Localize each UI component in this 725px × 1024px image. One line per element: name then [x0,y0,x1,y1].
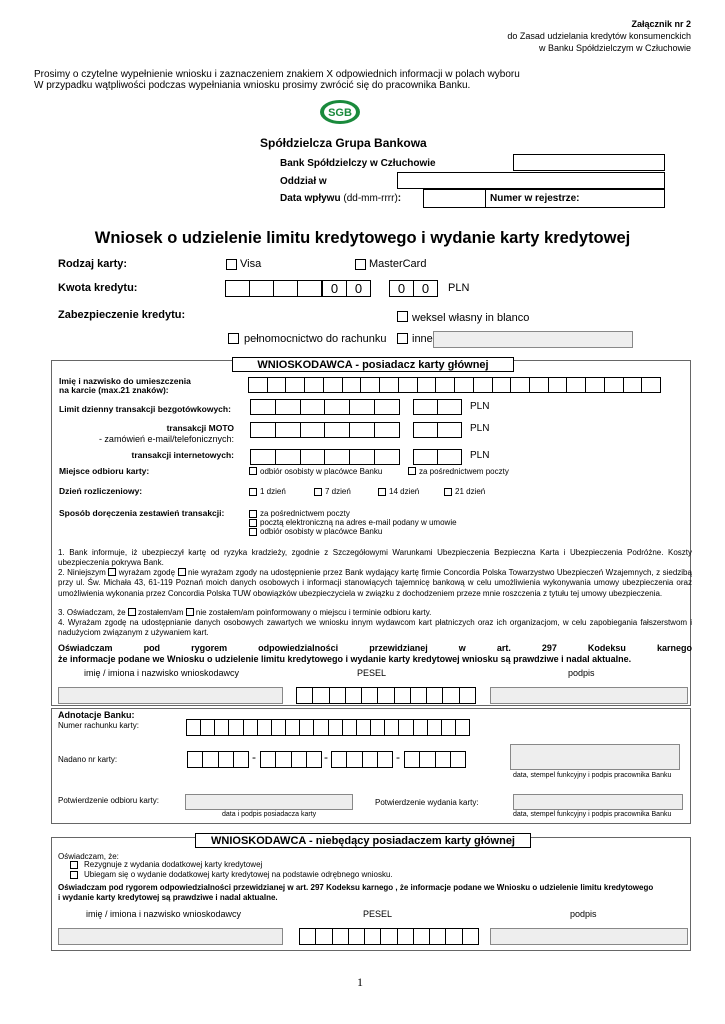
security-other-checkbox[interactable] [397,333,408,344]
day-7-checkbox[interactable] [314,488,322,496]
second-declaration-line1: Oświadczam pod rygorem odpowiedzialności przewidzianej w art. 297 Kodeksu karnego , że informacje podane we Wniosku o udzielenie limitu kredytowego [58,883,654,892]
security-promissory-checkbox[interactable] [397,311,408,322]
bank-group-name: Spółdzielcza Grupa Bankowa [260,136,427,150]
bank-name-field[interactable] [513,154,665,171]
bank-stamp-field-2[interactable] [513,794,683,810]
apply-additional-card-label: Ubiegam się o wydanie dodatkowej karty kredytowej na podstawie odrębnego wniosku. [84,870,393,879]
bank-name: Bank Spółdzielczy w Człuchowie [280,158,436,169]
card-number-dash-1: - [252,750,256,764]
security-power-of-attorney-label: pełnomocnictwo do rachunku [244,333,387,345]
amount-cells-2[interactable]: 0 0 [322,280,371,297]
sig-name-label: imię / imiona i nazwisko wnioskodawcy [84,668,240,678]
day-14-label: 14 dzień [389,487,420,496]
second-applicant-signature-field[interactable] [490,928,688,945]
second-applicant-pesel-cells[interactable] [299,928,479,945]
note-3: 3. Oświadczam, że zostałem/am nie zostałem/am poinformowany o miejscu i terminie odbioru karty. [58,608,432,617]
security-power-of-attorney-checkbox[interactable] [228,333,239,344]
second-sig-sign-label: podpis [570,909,597,919]
delivery-email-checkbox[interactable] [249,519,257,527]
note-2: 2. Niniejszym wyrażam zgodę nie wyrażam zgody na udostępnienie przez Bank wydający kartę firmie Concordia Polska Towarzystwo Ubezpieczeń Wzajemnych, z siedzibą przy ul. Św. Michała 43, 61-119 Poznań moich danych osobowych i informacji stanowiących tajemnicę bankową w celu umożliwienia wykonywania umowy ubezpieczenia oraz umożliwienia wykonania przez Concordia Polska TUW obowiązków ubezpieczyciela w związku z dochodzeniem przeze mnie roszczenia z tytułu tej umowy ubezpieczenia. [58,568,692,598]
second-applicant-name-field[interactable] [58,928,283,945]
intro-line2: W przypadku wątpliwości podczas wypełniania wniosku prosimy zwrócić się do pracownika Banku. [34,80,471,91]
delivery-post-label: za pośrednictwem poczty [260,509,350,518]
delivery-branch-checkbox[interactable] [249,528,257,536]
day-1-checkbox[interactable] [249,488,257,496]
delivery-email-label: pocztą elektroniczną na adres e-mail podany w umowie [260,518,457,527]
branch-label: Oddział w [280,176,327,187]
pickup-post-label: za pośrednictwem poczty [419,467,509,476]
delivery-post-checkbox[interactable] [249,510,257,518]
settlement-day-label: Dzień rozliczeniowy: [59,486,143,496]
sig-sign-label: podpis [568,668,595,678]
form-title: Wniosek o udzielenie limitu kredytowego i wydanie karty kredytowej [94,229,631,247]
card-number-cells-3[interactable] [331,751,393,768]
second-sig-pesel-label: PESEL [363,909,393,919]
pickup-branch-label: odbiór osobisty w placówce Banku [260,467,383,476]
pickup-post-checkbox[interactable] [408,467,416,475]
account-number-cells[interactable] [186,719,470,736]
holder-signature-caption: data i podpis posiadacza karty [222,811,317,818]
consent-yes-checkbox[interactable] [108,568,116,576]
consent-no-checkbox[interactable] [178,568,186,576]
amount-cells-1[interactable] [225,280,322,297]
card-number-dash-2: - [324,750,328,764]
note-1: 1. Bank informuje, iż ubezpieczył kartę od ryzyka kradzieży, zgodnie z Szczegółowymi Warunkami Ubezpieczenia Bezpieczna Karta i Ubezpieczenia Podróżne. Koszty ubezpieczenia pokrywa Bank. [58,548,692,568]
visa-checkbox[interactable] [226,259,237,270]
moto-cells-1[interactable] [250,422,400,438]
receipt-label: Potwierdzenie odbioru karty: [58,796,159,805]
issue-label: Potwierdzenie wydania karty: [375,798,479,807]
account-number-label: Numer rachunku karty: [58,721,139,730]
internet-label: transakcji internetowych: [131,450,234,460]
mastercard-label: MasterCard [369,258,427,270]
attachment-line2: w Banku Spółdzielczym w Człuchowie [538,43,691,53]
page-number: 1 [357,975,363,989]
pickup-label: Miejsce odbioru karty: [59,466,150,476]
limit-currency: PLN [470,401,490,412]
second-declare-label: Oświadczam, że: [58,852,119,861]
register-number-label: Numer w rejestrze: [490,193,580,204]
security-other-field[interactable] [433,331,633,348]
applicant-name-field[interactable] [58,687,283,704]
amount-currency: PLN [448,282,470,294]
branch-field[interactable] [397,172,665,189]
moto-cells-2[interactable] [413,422,462,438]
card-name-label-2: na karcie (max.21 znaków): [59,385,169,395]
card-name-cells[interactable] [248,377,661,393]
informed-no-checkbox[interactable] [186,608,194,616]
second-sig-name-label: imię / imiona i nazwisko wnioskodawcy [86,909,242,919]
holder-signature-field[interactable] [185,794,353,810]
limit-cells-1[interactable] [250,399,400,415]
sig-pesel-label: PESEL [357,668,387,678]
attachment-line1: do Zasad udzielania kredytów konsumenckich [507,31,691,41]
resign-additional-card-label: Rezygnuje z wydania dodatkowej karty kredytowej [84,860,263,869]
moto-currency: PLN [470,423,490,434]
mastercard-checkbox[interactable] [355,259,366,270]
informed-yes-checkbox[interactable] [128,608,136,616]
intro-line1: Prosimy o czytelne wypełnienie wniosku i zaznaczeniem znakiem X odpowiednich informacji w polach wyboru [34,69,520,80]
security-promissory-label: weksel własny in blanco [412,312,530,324]
second-applicant-header: WNIOSKODAWCA - niebędący posiadaczem karty głównej [195,833,531,848]
applicant-signature-field[interactable] [490,687,688,704]
bank-notes-header: Adnotacje Banku: [58,710,135,720]
resign-additional-card-checkbox[interactable] [70,861,78,869]
card-number-dash-3: - [396,750,400,764]
internet-cells-2[interactable] [413,449,462,465]
internet-cells-1[interactable] [250,449,400,465]
card-number-cells-2[interactable] [260,751,322,768]
visa-label: Visa [240,258,262,270]
moto-label: transakcji MOTO [166,423,234,433]
card-name-label-1: Imię i nazwisko do umieszczenia [59,376,191,386]
declaration-line2: że informacje podane we Wniosku o udzielenie limitu kredytowego i wydanie karty kredytowej wniosku są prawdziwe i nadal aktualne. [58,654,632,664]
date-received-label: Data wpływu (dd-mm-rrrr): [280,193,402,204]
bank-stamp-field-1[interactable] [510,744,680,770]
amount-label: Kwota kredytu: [58,282,138,294]
day-21-label: 21 dzień [455,487,486,496]
delivery-branch-label: odbiór osobisty w placówce Banku [260,527,383,536]
moto-sublabel: - zamówień e-mail/telefonicznych: [98,434,234,444]
card-number-cells-1[interactable] [187,751,249,768]
limit-label: Limit dzienny transakcji bezgotówkowych: [59,404,231,414]
attachment-label: Załącznik nr 2 [631,19,691,29]
amount-cells-3[interactable]: 0 0 [389,280,438,297]
note-4: 4. Wyrażam zgodę na udostępnianie danych osobowych zawartych we wniosku innym wydawcom kart płatniczych oraz ich organizacjom, w celu zapobiegania fałszerstwom i nadużyciom związanym z używaniem kart. [58,618,692,638]
limit-cells-2[interactable] [413,399,462,415]
bank-stamp-caption-2: data, stempel funkcyjny i podpis pracownika Banku [513,811,672,818]
day-7-label: 7 dzień [325,487,351,496]
applicant-pesel-cells[interactable] [296,687,476,704]
bank-stamp-caption-1: data, stempel funkcyjny i podpis pracownika Banku [513,772,672,779]
second-declaration-line2: i wydanie karty kredytowej są prawdziwe i nadal aktualne. [58,893,278,902]
logo-text: SGB [328,107,352,119]
internet-currency: PLN [470,450,490,461]
card-type-label: Rodzaj karty: [58,258,128,270]
day-21-checkbox[interactable] [444,488,452,496]
security-other-label: inne [412,333,433,345]
card-number-cells-4[interactable] [404,751,466,768]
delivery-label: Sposób doręczenia zestawień transakcji: [59,508,225,518]
day-14-checkbox[interactable] [378,488,386,496]
pickup-branch-checkbox[interactable] [249,467,257,475]
card-number-label: Nadano nr karty: [58,755,118,764]
security-label: Zabezpieczenie kredytu: [58,309,186,321]
main-applicant-header: WNIOSKODAWCA - posiadacz karty głównej [232,357,514,372]
day-1-label: 1 dzień [260,487,286,496]
sgb-logo-icon [318,98,362,126]
apply-additional-card-checkbox[interactable] [70,871,78,879]
declaration-line1: Oświadczam pod rygorem odpowiedzialności przewidzianej w art. 297 Kodeksu karnego [58,643,692,653]
